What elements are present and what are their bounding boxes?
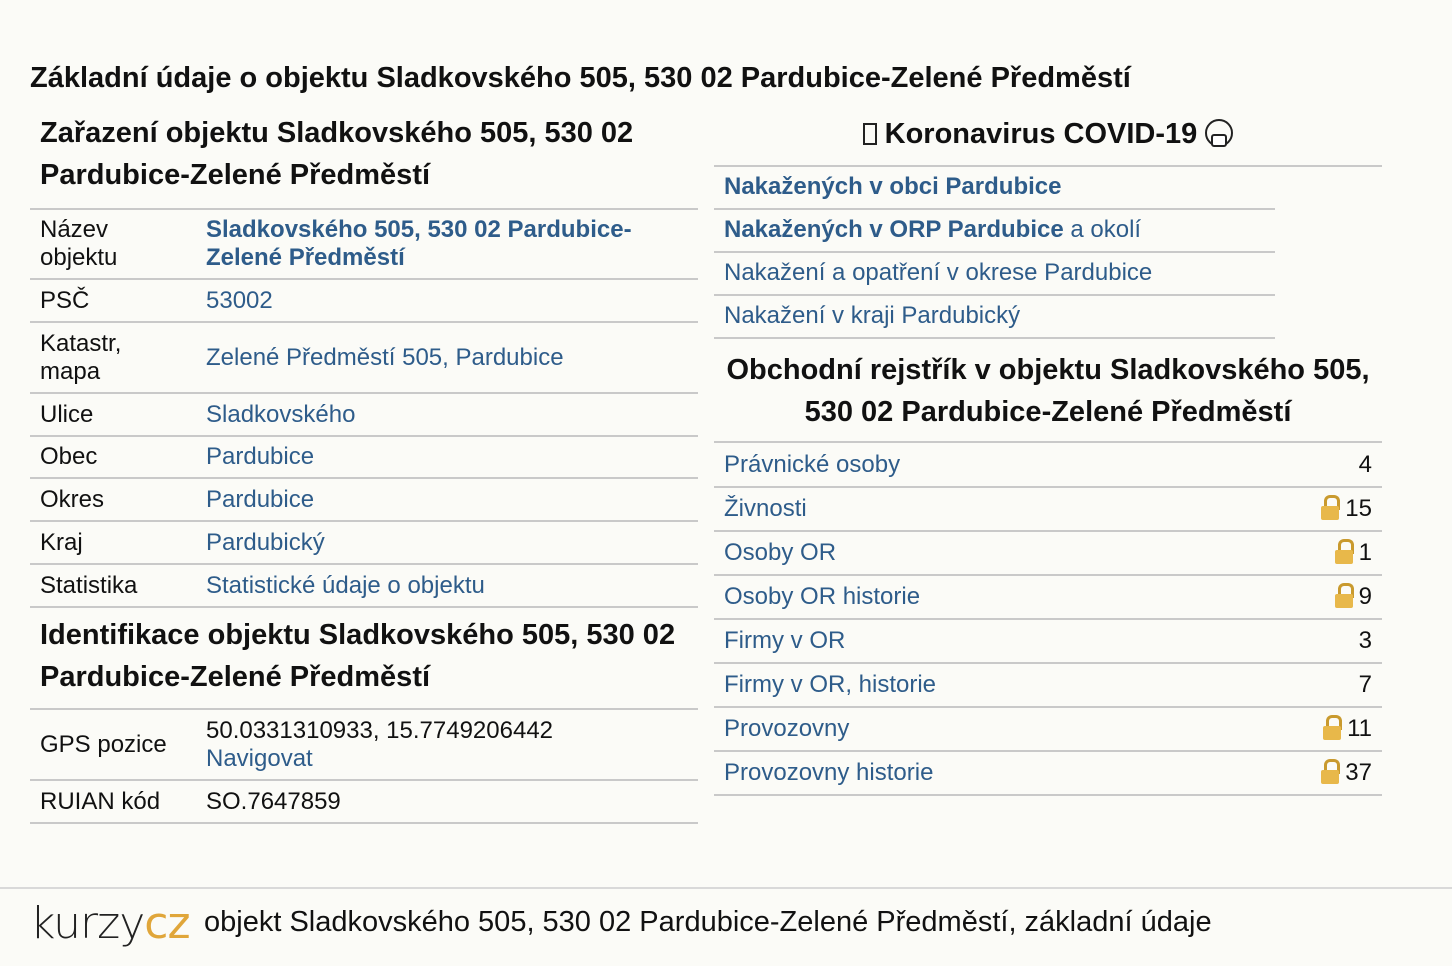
list-item <box>714 167 1275 210</box>
table-row <box>30 478 698 521</box>
page-title: Základní údaje o objektu Sladkovského 505, 530 02 Pardubice-Zelené Předměstí <box>30 62 1131 94</box>
row-count-cell <box>1226 619 1382 663</box>
covid-link-municipality[interactable]: Nakažených v obci Pardubice <box>724 173 1062 200</box>
identification-table <box>30 708 698 824</box>
footer-text: objekt Sladkovského 505, 530 02 Pardubice-Zelené Předměstí, základní údaje <box>204 906 1212 938</box>
table-row <box>714 531 1382 575</box>
table-row <box>30 209 698 279</box>
list-item <box>714 253 1275 296</box>
box-icon <box>863 123 877 145</box>
register-link[interactable]: Právnické osoby <box>724 450 901 478</box>
row-value <box>196 209 698 279</box>
row-value <box>196 279 698 322</box>
row-label-cell <box>714 619 1226 663</box>
lock-icon <box>1321 759 1339 783</box>
row-key: Ulice <box>30 393 196 436</box>
row-label-cell <box>714 751 1226 795</box>
row-value: SO.7647859 <box>196 780 698 823</box>
row-key: Obec <box>30 436 196 478</box>
covid-heading <box>714 112 1382 167</box>
register-link[interactable]: Firmy v OR <box>724 627 846 654</box>
row-key: Statistika <box>30 564 196 607</box>
table-row <box>30 279 698 322</box>
table-row <box>30 709 698 780</box>
row-key: Kraj <box>30 521 196 564</box>
row-value <box>196 393 698 436</box>
list-item <box>714 210 1275 253</box>
count-value: 1 <box>1358 539 1372 566</box>
row-label-cell <box>714 707 1226 751</box>
statistics-link[interactable]: Statistické údaje o objektu <box>206 571 485 599</box>
row-key: RUIAN kód <box>30 780 196 823</box>
table-row <box>30 521 698 564</box>
row-count-cell <box>1226 707 1382 751</box>
business-register-table <box>714 443 1382 796</box>
count-value: 7 <box>1358 671 1372 698</box>
count-value: 11 <box>1347 715 1372 742</box>
row-label-cell <box>714 663 1226 707</box>
lock-icon <box>1323 715 1341 739</box>
table-row <box>714 707 1382 751</box>
row-key: GPS pozice <box>30 709 196 780</box>
right-column <box>714 112 1382 796</box>
covid-links <box>714 167 1275 339</box>
row-key: Okres <box>30 478 196 521</box>
row-value <box>196 322 698 393</box>
register-link[interactable]: Osoby OR <box>724 539 837 566</box>
register-link[interactable]: Osoby OR historie <box>724 583 921 610</box>
table-row <box>714 663 1382 707</box>
row-value <box>196 709 698 780</box>
row-label-cell <box>714 443 1226 487</box>
mask-face-icon <box>1205 119 1233 147</box>
table-row <box>714 443 1382 487</box>
covid-link-district[interactable]: Nakažení a opatření v okrese Pardubice <box>724 259 1153 286</box>
left-column <box>30 112 698 824</box>
identification-heading: Identifikace objektu Sladkovského 505, 530 02 Pardubice-Zelené Předměstí <box>40 619 676 693</box>
classification-heading: Zařazení objektu Sladkovského 505, 530 02 Pardubice-Zelené Předměstí <box>40 117 634 191</box>
list-item <box>714 296 1275 339</box>
count-value: 4 <box>1358 450 1372 478</box>
row-value <box>196 478 698 521</box>
cadastre-link[interactable]: Zelené Předměstí 505, Pardubice <box>206 343 564 371</box>
row-value <box>196 564 698 607</box>
gps-coordinates: 50.0331310933, 15.7749206442 <box>206 716 554 744</box>
row-count-cell <box>1226 575 1382 619</box>
psc-link[interactable]: 53002 <box>206 286 273 314</box>
row-key: Název objektu <box>30 209 196 279</box>
table-row <box>30 436 698 478</box>
row-label-cell <box>714 531 1226 575</box>
row-key: PSČ <box>30 279 196 322</box>
table-row <box>30 322 698 393</box>
business-register-heading: Obchodní rejstřík v objektu Sladkovského 505, 530 02 Pardubice-Zelené Předměstí <box>714 339 1382 443</box>
row-count-cell <box>1226 751 1382 795</box>
lock-icon <box>1335 539 1353 563</box>
district-link[interactable]: Pardubice <box>206 485 315 513</box>
register-link[interactable]: Firmy v OR, historie <box>724 671 937 698</box>
table-row <box>714 487 1382 531</box>
count-value: 3 <box>1358 627 1372 654</box>
table-row <box>30 564 698 607</box>
table-row <box>30 393 698 436</box>
register-link[interactable]: Živnosti <box>724 495 807 522</box>
table-row <box>714 619 1382 663</box>
table-row <box>714 575 1382 619</box>
object-name-link[interactable]: Sladkovského 505, 530 02 Pardubice-Zelené Předměstí <box>206 216 632 271</box>
covid-link-orp[interactable]: Nakažených v ORP Pardubice a okolí <box>724 216 1142 243</box>
row-key: Katastr, mapa <box>30 322 196 393</box>
table-row <box>30 780 698 823</box>
lock-icon <box>1335 583 1353 607</box>
row-label-cell <box>714 575 1226 619</box>
row-value <box>196 521 698 564</box>
street-link[interactable]: Sladkovského <box>206 400 356 428</box>
covid-heading-text: Koronavirus COVID-19 <box>884 118 1198 150</box>
table-row <box>714 751 1382 795</box>
kurzy-logo[interactable]: kurzycz <box>30 898 190 949</box>
row-label-cell <box>714 487 1226 531</box>
navigate-link[interactable]: Navigovat <box>206 744 313 772</box>
lock-icon <box>1321 495 1339 519</box>
municipality-link[interactable]: Pardubice <box>206 443 315 470</box>
count-value: 37 <box>1345 759 1372 786</box>
covid-link-region[interactable]: Nakažení v kraji Pardubický <box>724 302 1021 329</box>
row-value <box>196 436 698 478</box>
region-link[interactable]: Pardubický <box>206 528 325 556</box>
classification-table <box>30 208 698 608</box>
register-link[interactable]: Provozovny <box>724 715 850 742</box>
count-value: 9 <box>1358 583 1372 610</box>
row-count-cell <box>1226 443 1382 487</box>
register-link[interactable]: Provozovny historie <box>724 759 934 786</box>
row-count-cell <box>1226 663 1382 707</box>
count-value: 15 <box>1345 495 1372 522</box>
row-count-cell <box>1226 531 1382 575</box>
footer <box>0 887 1452 966</box>
row-count-cell <box>1226 487 1382 531</box>
